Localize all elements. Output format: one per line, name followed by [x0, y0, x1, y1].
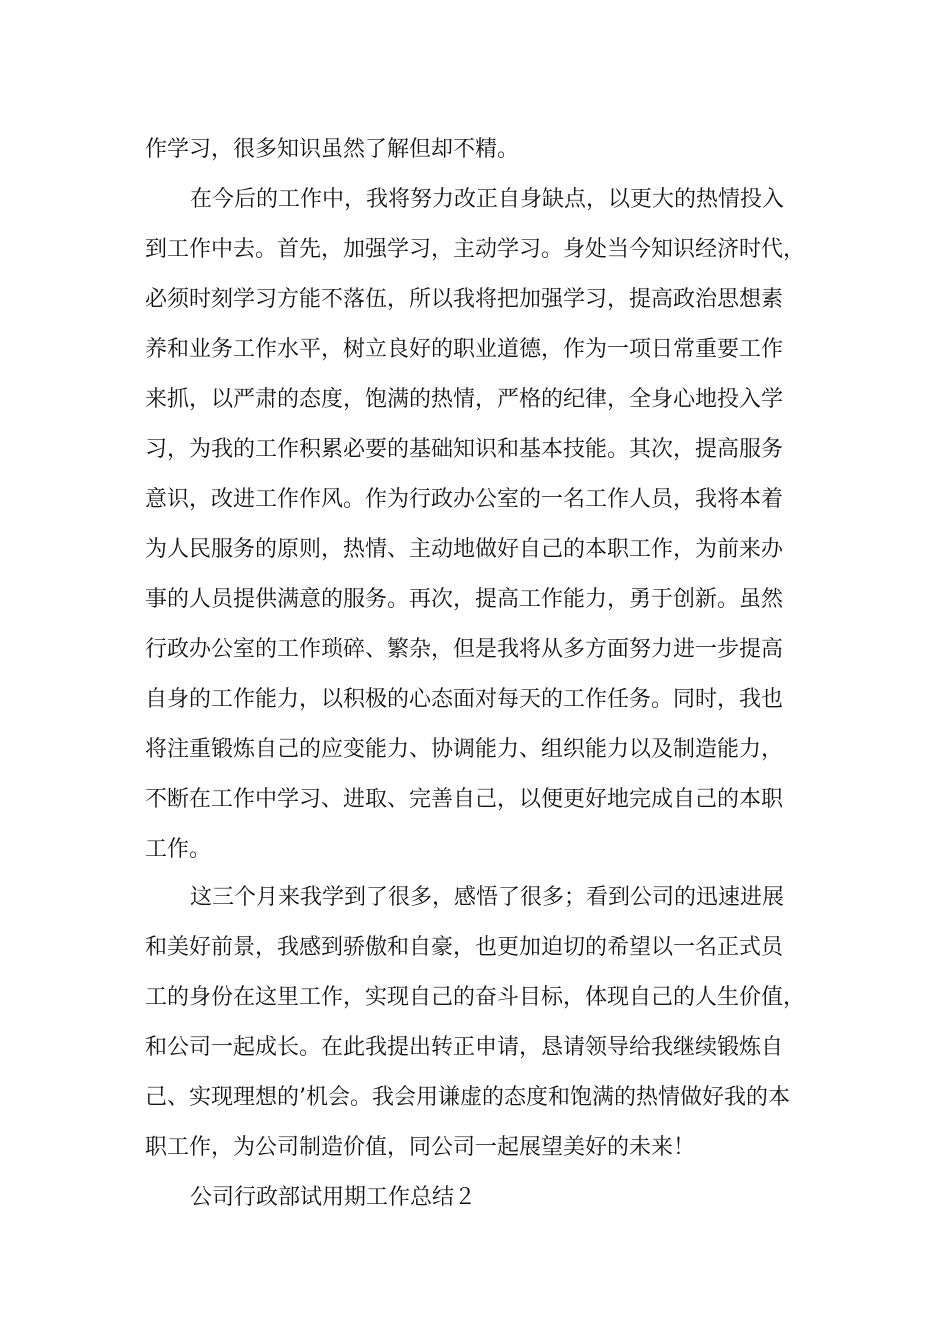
text-line: 事的人员提供满意的服务。再次，提高工作能力，勇于创新。虽然 — [145, 587, 784, 612]
paragraph-start: 这三个月来我学到了很多，感悟了很多；看到公司的迅速进展 — [190, 885, 785, 910]
paragraph-start: 在今后的工作中，我将努力改正自身缺点，以更大的热情投入 — [190, 187, 785, 212]
text-line: 不断在工作中学习、进取、完善自己，以便更好地完成自己的本职 — [145, 787, 784, 812]
text-line: 到工作中去。首先，加强学习，主动学习。身处当今知识经济时代， — [145, 237, 806, 262]
text-line: 己、实现理想的’机会。我会用谦虚的态度和饱满的热情做好我的本 — [145, 1085, 790, 1110]
text-line: 养和业务工作水平，树立良好的职业道德，作为一项日常重要工作 — [145, 337, 784, 362]
text-line: 为人民服务的原则，热情、主动地做好自己的本职工作，为前来办 — [145, 537, 784, 562]
text-line: 来抓，以严肃的态度，饱满的热情，严格的纪律，全身心地投入学 — [145, 387, 784, 412]
text-line: 将注重锻炼自己的应变能力、协调能力、组织能力以及制造能力， — [145, 737, 784, 762]
text-line: 意识，改进工作作风。作为行政办公室的一名工作人员，我将本着 — [145, 487, 784, 512]
text-line: 习，为我的工作积累必要的基础知识和基本技能。其次，提高服务 — [145, 437, 784, 462]
text-line: 行政办公室的工作琐碎、繁杂，但是我将从多方面努力进一步提高 — [145, 637, 784, 662]
section-heading: 公司行政部试用期工作总结２ — [190, 1185, 477, 1210]
text-line: 作学习，很多知识虽然了解但却不精。 — [145, 137, 520, 162]
text-line: 必须时刻学习方能不落伍，所以我将把加强学习，提高政治思想素 — [145, 287, 784, 312]
text-line: 自身的工作能力，以积极的心态面对每天的工作任务。同时，我也 — [145, 687, 784, 712]
text-line: 工的身份在这里工作，实现自己的奋斗目标，体现自己的人生价值， — [145, 985, 806, 1010]
text-line: 工作。 — [145, 837, 212, 862]
text-line: 职工作，为公司制造价值，同公司一起展望美好的未来！ — [145, 1135, 696, 1160]
text-line: 和美好前景，我感到骄傲和自豪，也更加迫切的希望以一名正式员 — [145, 935, 784, 960]
text-line: 和公司一起成长。在此我提出转正申请，恳请领导给我继续锻炼自 — [145, 1035, 784, 1060]
